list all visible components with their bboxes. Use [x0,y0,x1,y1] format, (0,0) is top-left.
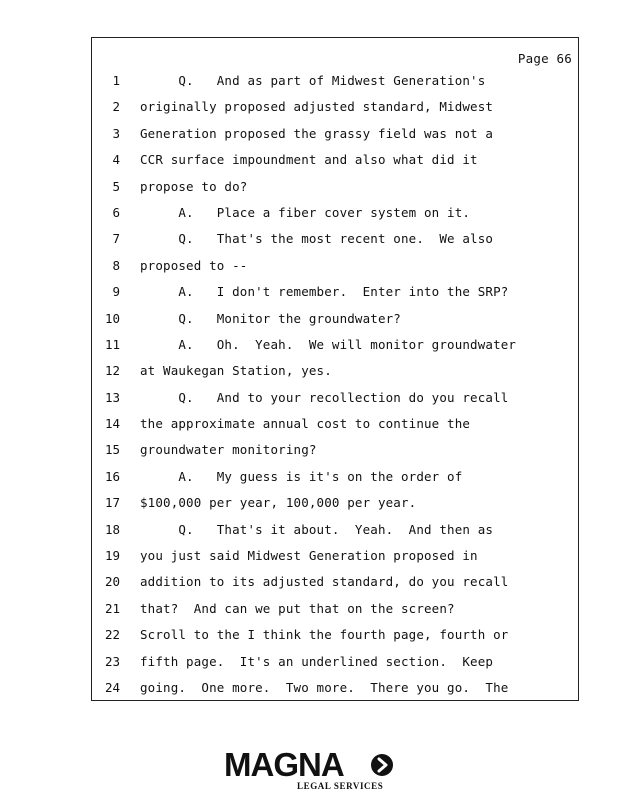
transcript-line [92,68,578,94]
line-number: 17 [104,495,120,511]
line-text: Q. That's the most recent one. We also [140,231,494,247]
line-text: Q. Monitor the groundwater? [140,310,401,326]
line-text: A. Oh. Yeah. We will monitor groundwater [140,336,517,352]
logo-subtitle: LEGAL SERVICES [297,781,384,791]
transcript-line [92,490,578,516]
transcript-line [92,147,578,173]
line-text: propose to do? [140,178,248,194]
line-text: Q. That's it about. Yeah. And then as [140,521,494,537]
magna-logo [224,748,396,792]
line-text: you just said Midwest Generation proposed in [140,548,478,564]
transcript-line [92,174,578,200]
transcript-line [92,358,578,384]
line-number: 15 [104,442,120,458]
line-number: 5 [112,178,120,194]
line-text: the approximate annual cost to continue the [140,416,471,432]
transcript-line [92,253,578,279]
transcript-line [92,649,578,675]
line-text: that? And can we put that on the screen? [140,600,455,616]
line-number: 8 [112,257,120,273]
line-number: 23 [104,653,120,669]
line-number: 13 [104,389,120,405]
transcript-line [92,622,578,648]
line-text: A. Place a fiber cover system on it. [140,204,471,220]
line-text: A. I don't remember. Enter into the SRP? [140,284,509,300]
line-number: 18 [104,521,120,537]
line-text: fifth page. It's an underlined section. Keep [140,653,494,669]
transcript-line [92,226,578,252]
line-number: 7 [112,231,120,247]
transcript-line [92,569,578,595]
line-text: $100,000 per year, 100,000 per year. [140,495,417,511]
transcript-line [92,200,578,226]
line-number: 9 [112,284,120,300]
line-number: 12 [104,363,120,379]
transcript-line [92,596,578,622]
line-number: 21 [104,600,120,616]
line-text: A. My guess is it's on the order of [140,468,463,484]
line-number: 11 [104,336,120,352]
transcript-line [92,121,578,147]
line-text: at Waukegan Station, yes. [140,363,332,379]
line-number: 19 [104,548,120,564]
transcript-line [92,385,578,411]
line-text: CCR surface impoundment and also what did it [140,152,478,168]
line-text: originally proposed adjusted standard, Midwest [140,99,494,115]
transcript-line [92,675,578,701]
transcript-line [92,543,578,569]
transcript-line [92,517,578,543]
line-number: 6 [112,204,120,220]
line-text: Q. And as part of Midwest Generation's [140,73,486,88]
line-number: 1 [112,73,120,88]
line-number: 22 [104,627,120,643]
line-text: addition to its adjusted standard, do you recall [140,574,509,590]
line-number: 10 [104,310,120,326]
line-text: going. One more. Two more. There you go. The [140,679,509,695]
line-text: Generation proposed the grassy field was not a [140,125,494,141]
transcript-lines [92,68,578,701]
line-number: 2 [112,99,120,115]
line-number: 24 [104,679,120,695]
line-number: 16 [104,468,120,484]
transcript-line [92,94,578,120]
line-text: proposed to -- [140,257,248,273]
line-text: groundwater monitoring? [140,442,317,458]
transcript-line [92,464,578,490]
logo-wordmark: MAGNA [224,746,344,783]
line-number: 20 [104,574,120,590]
line-text: Scroll to the I think the fourth page, fourth or [140,627,509,643]
transcript-line [92,411,578,437]
transcript-line [92,306,578,332]
page-number: Page 66 [517,51,572,66]
transcript-page [91,37,579,701]
line-number: 4 [112,152,120,168]
transcript-line [92,279,578,305]
transcript-line [92,437,578,463]
line-number: 3 [112,125,120,141]
circle-arrow-icon [371,754,393,776]
line-text: Q. And to your recollection do you recall [140,389,509,405]
line-number: 14 [104,416,120,432]
transcript-line [92,332,578,358]
